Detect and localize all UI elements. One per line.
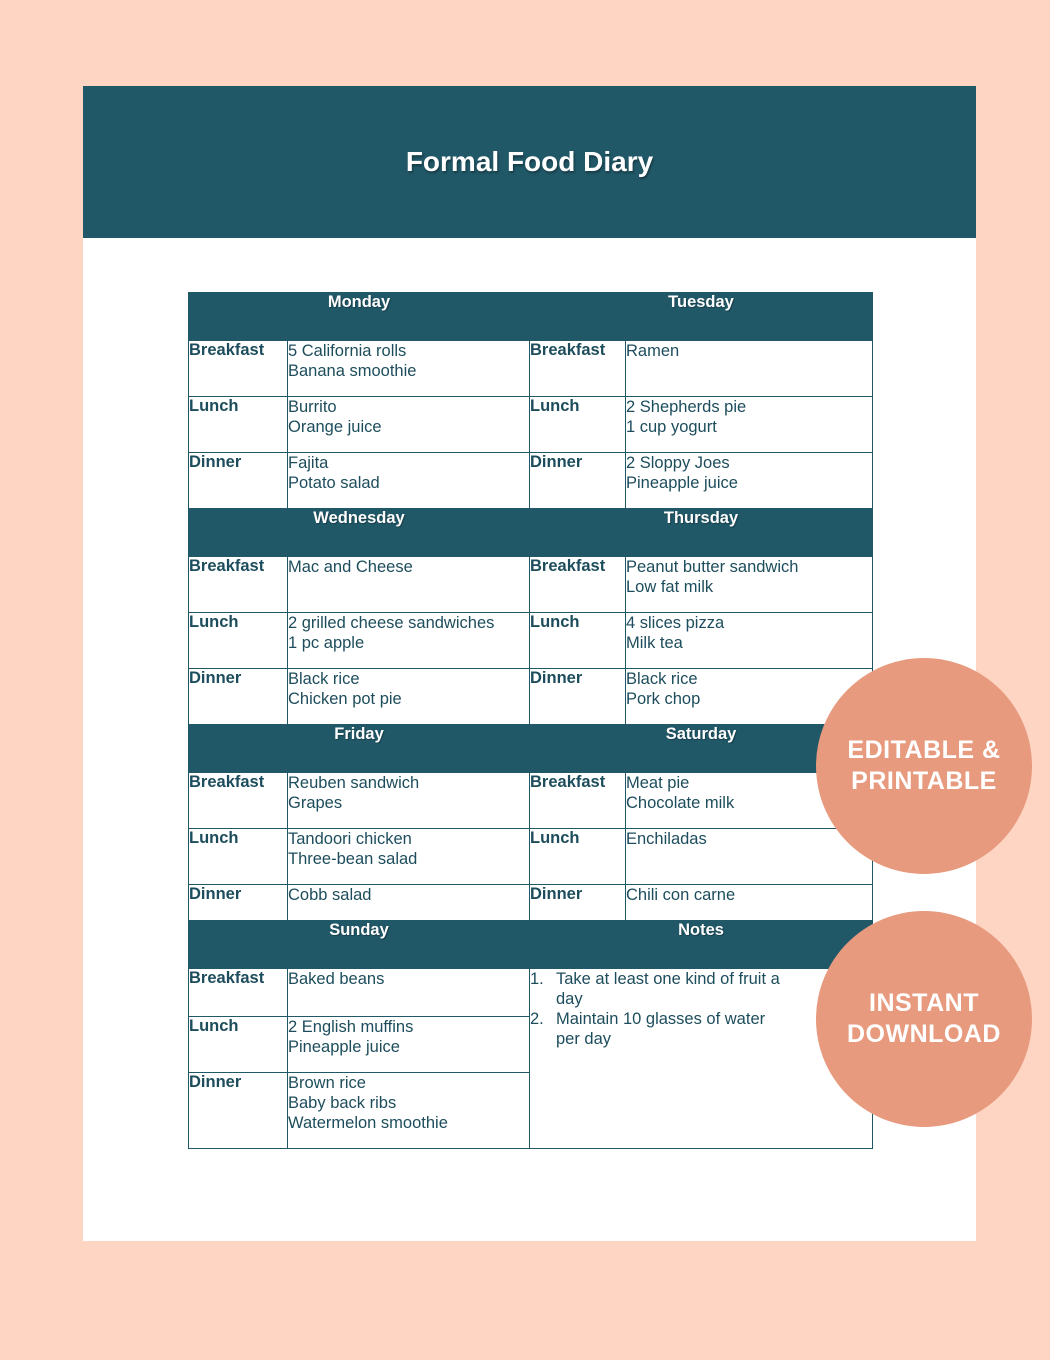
food-item: Black rice bbox=[288, 670, 360, 688]
meal-label-lunch: Lunch bbox=[189, 613, 288, 669]
meal-row-lunch bbox=[189, 613, 873, 669]
day-header-row bbox=[189, 293, 873, 341]
food-item: Burrito bbox=[288, 398, 337, 416]
food-item: Peanut butter sandwich bbox=[626, 558, 799, 576]
meal-row-lunch bbox=[189, 397, 873, 453]
day-header-row bbox=[189, 509, 873, 557]
meal-cell-friday-dinner bbox=[288, 885, 530, 921]
meal-label-dinner: Dinner bbox=[189, 453, 288, 509]
food-item: 2 Shepherds pie bbox=[626, 398, 747, 416]
meal-row-breakfast bbox=[189, 969, 873, 1017]
meal-label-lunch: Lunch bbox=[530, 397, 626, 453]
day-header-tuesday: Tuesday bbox=[530, 293, 873, 341]
note-text: Maintain 10 glasses of water per day bbox=[556, 1010, 766, 1048]
badge-line: INSTANT bbox=[869, 989, 979, 1017]
day-header-thursday: Thursday bbox=[530, 509, 873, 557]
food-item: Three-bean salad bbox=[288, 850, 418, 868]
food-item: Fajita bbox=[288, 454, 329, 472]
title-banner bbox=[83, 86, 976, 238]
meal-label-breakfast: Breakfast bbox=[530, 341, 626, 397]
day-header-friday: Friday bbox=[189, 725, 530, 773]
badge-line: DOWNLOAD bbox=[847, 1020, 1001, 1048]
meal-row-breakfast bbox=[189, 557, 873, 613]
editable-printable-badge bbox=[816, 658, 1032, 874]
meal-label-dinner: Dinner bbox=[530, 669, 626, 725]
meal-label-dinner: Dinner bbox=[189, 669, 288, 725]
meal-label-lunch: Lunch bbox=[189, 397, 288, 453]
meal-cell-monday-lunch bbox=[288, 397, 530, 453]
meal-row-dinner bbox=[189, 669, 873, 725]
food-item: Milk tea bbox=[626, 634, 683, 652]
meal-cell-sunday-lunch bbox=[288, 1017, 530, 1073]
food-item: Potato salad bbox=[288, 474, 380, 492]
food-item: 1 cup yogurt bbox=[626, 418, 717, 436]
meal-cell-tuesday-dinner bbox=[626, 453, 873, 509]
meal-cell-friday-breakfast bbox=[288, 773, 530, 829]
food-item: Pork chop bbox=[626, 690, 701, 708]
meal-cell-wednesday-breakfast bbox=[288, 557, 530, 613]
page-title: Formal Food Diary bbox=[405, 146, 654, 177]
badge-line: EDITABLE & bbox=[847, 736, 1001, 764]
meal-cell-monday-breakfast bbox=[288, 341, 530, 397]
meal-row-breakfast bbox=[189, 341, 873, 397]
notes-header: Notes bbox=[530, 921, 873, 969]
food-item: Brown rice bbox=[288, 1074, 366, 1092]
meal-row-breakfast bbox=[189, 773, 873, 829]
meal-label-breakfast: Breakfast bbox=[189, 773, 288, 829]
food-item: 1 pc apple bbox=[288, 634, 365, 652]
meal-label-dinner: Dinner bbox=[189, 885, 288, 921]
meal-label-breakfast: Breakfast bbox=[530, 773, 626, 829]
food-item: Meat pie bbox=[626, 774, 690, 792]
food-item: Orange juice bbox=[288, 418, 382, 436]
meal-label-lunch: Lunch bbox=[530, 613, 626, 669]
meal-cell-thursday-lunch bbox=[626, 613, 873, 669]
meal-cell-sunday-dinner bbox=[288, 1073, 530, 1149]
day-header-row bbox=[189, 921, 873, 969]
meal-cell-thursday-breakfast bbox=[626, 557, 873, 613]
meal-row-lunch bbox=[189, 829, 873, 885]
day-header-saturday: Saturday bbox=[530, 725, 873, 773]
food-item: Grapes bbox=[288, 794, 343, 812]
food-item: Enchiladas bbox=[626, 830, 707, 848]
meal-label-lunch: Lunch bbox=[189, 1017, 288, 1073]
meal-cell-wednesday-dinner bbox=[288, 669, 530, 725]
meal-label-breakfast: Breakfast bbox=[189, 557, 288, 613]
food-item: 2 English muffins bbox=[288, 1018, 414, 1036]
food-item: 4 slices pizza bbox=[626, 614, 725, 632]
meal-cell-sunday-breakfast bbox=[288, 969, 530, 1017]
meal-row-dinner bbox=[189, 885, 873, 921]
food-item: Cobb salad bbox=[288, 886, 372, 904]
meal-label-dinner: Dinner bbox=[530, 453, 626, 509]
food-item: Baby back ribs bbox=[288, 1094, 397, 1112]
day-header-sunday: Sunday bbox=[189, 921, 530, 969]
meal-row-dinner bbox=[189, 453, 873, 509]
meal-label-dinner: Dinner bbox=[189, 1073, 288, 1149]
meal-cell-tuesday-breakfast bbox=[626, 341, 873, 397]
food-item: Tandoori chicken bbox=[288, 830, 412, 848]
food-item: 2 grilled cheese sandwiches bbox=[288, 614, 495, 632]
food-item: Pineapple juice bbox=[626, 474, 738, 492]
food-item: Chicken pot pie bbox=[288, 690, 402, 708]
food-item: Banana smoothie bbox=[288, 362, 417, 380]
day-header-row bbox=[189, 725, 873, 773]
meal-cell-friday-lunch bbox=[288, 829, 530, 885]
food-item: Ramen bbox=[626, 342, 680, 360]
meal-cell-wednesday-lunch bbox=[288, 613, 530, 669]
meal-cell-tuesday-lunch bbox=[626, 397, 873, 453]
food-item: Reuben sandwich bbox=[288, 774, 420, 792]
meal-label-dinner: Dinner bbox=[530, 885, 626, 921]
food-item: Black rice bbox=[626, 670, 698, 688]
note-text: Take at least one kind of fruit a day bbox=[556, 970, 780, 1008]
day-header-monday: Monday bbox=[189, 293, 530, 341]
food-item: 2 Sloppy Joes bbox=[626, 454, 730, 472]
food-item: 5 California rolls bbox=[288, 342, 407, 360]
food-item: Watermelon smoothie bbox=[288, 1114, 448, 1132]
meal-label-breakfast: Breakfast bbox=[189, 969, 288, 1017]
food-diary-table bbox=[188, 292, 873, 1149]
meal-label-lunch: Lunch bbox=[530, 829, 626, 885]
food-item: Pineapple juice bbox=[288, 1038, 400, 1056]
meal-label-lunch: Lunch bbox=[189, 829, 288, 885]
food-item: Baked beans bbox=[288, 970, 385, 988]
instant-download-badge bbox=[816, 911, 1032, 1127]
food-item: Mac and Cheese bbox=[288, 558, 413, 576]
meal-cell-monday-dinner bbox=[288, 453, 530, 509]
food-item: Chocolate milk bbox=[626, 794, 735, 812]
note-number: 1. bbox=[530, 970, 544, 988]
meal-cell-saturday-dinner bbox=[626, 885, 873, 921]
food-item: Low fat milk bbox=[626, 578, 714, 596]
note-number: 2. bbox=[530, 1010, 544, 1028]
day-header-wednesday: Wednesday bbox=[189, 509, 530, 557]
food-item: Chili con carne bbox=[626, 886, 736, 904]
meal-cell-saturday-lunch bbox=[626, 829, 873, 885]
meal-label-breakfast: Breakfast bbox=[189, 341, 288, 397]
badge-line: PRINTABLE bbox=[851, 767, 997, 795]
meal-label-breakfast: Breakfast bbox=[530, 557, 626, 613]
